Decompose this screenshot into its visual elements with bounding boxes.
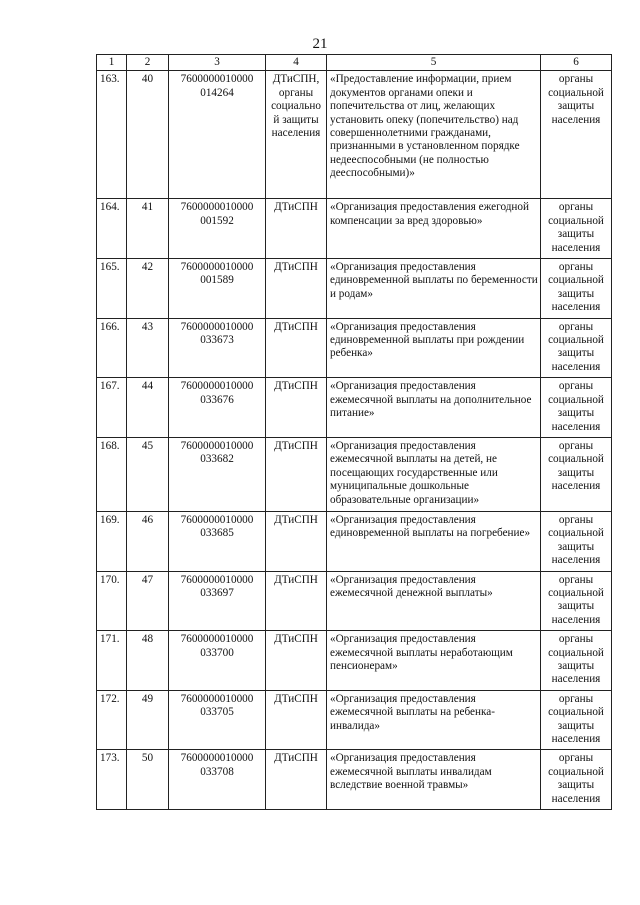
sub-number: 49 <box>127 690 169 750</box>
service-code-line: 033697 <box>200 586 234 599</box>
sub-number: 48 <box>127 631 169 691</box>
table-row <box>97 571 612 631</box>
column-header: 3 <box>169 55 266 71</box>
service-code-line: 7600000010000 <box>180 692 254 705</box>
service-code-line: 014264 <box>200 86 234 99</box>
service-code <box>169 318 266 378</box>
row-number: 167. <box>97 378 127 438</box>
responsible-body: органы социальной защиты населения <box>541 631 612 691</box>
department: ДТиСПН <box>266 690 327 750</box>
sub-number: 45 <box>127 437 169 511</box>
responsible-body: органы социальной защиты населения <box>541 378 612 438</box>
column-header: 4 <box>266 55 327 71</box>
sub-number: 50 <box>127 750 169 810</box>
service-code-line: 7600000010000 <box>180 633 254 646</box>
table-row <box>97 318 612 378</box>
responsible-body: органы социальной защиты населения <box>541 259 612 319</box>
service-name: «Организация предоставления ежемесячной выплаты на детей, не посещающих государственные или муниципальные дошкольные образовательные организации» <box>327 437 541 511</box>
service-code-line: 7600000010000 <box>180 73 254 86</box>
service-code-line: 033708 <box>200 765 234 778</box>
service-name: «Организация предоставления ежегодной компенсации за вред здоровью» <box>327 199 541 259</box>
service-code-line: 001592 <box>200 214 234 227</box>
page-number: 21 <box>312 36 328 52</box>
service-code-line: 7600000010000 <box>180 573 254 586</box>
department: ДТиСПН <box>266 318 327 378</box>
sub-number: 41 <box>127 199 169 259</box>
service-name: «Организация предоставления ежемесячной выплаты на дополнительное питание» <box>327 378 541 438</box>
sub-number: 46 <box>127 511 169 571</box>
table-row <box>97 690 612 750</box>
service-name: «Организация предоставления единовременной выплаты по беременности и родам» <box>327 259 541 319</box>
row-number: 165. <box>97 259 127 319</box>
service-code-line: 033676 <box>200 393 234 406</box>
service-name: «Организация предоставления единовременной выплаты на погребение» <box>327 511 541 571</box>
responsible-body: органы социальной защиты населения <box>541 690 612 750</box>
service-code-line: 7600000010000 <box>180 439 254 452</box>
service-name: «Предоставление информации, прием документов органами опеки и попечительства от лиц, желающих установить опеку (попечительство) над совершеннолетними гражданами, признанными в установленном порядке недееспособными (не полностью дееспособными)» <box>327 71 541 199</box>
table-row <box>97 750 612 810</box>
department: ДТиСПН, органы социально й защиты населения <box>266 71 327 199</box>
service-code <box>169 437 266 511</box>
column-header: 1 <box>97 55 127 71</box>
service-name: «Организация предоставления ежемесячной денежной выплаты» <box>327 571 541 631</box>
table-row <box>97 199 612 259</box>
service-code <box>169 511 266 571</box>
service-code-line: 033685 <box>200 527 234 540</box>
responsible-body: органы социальной защиты населения <box>541 199 612 259</box>
responsible-body: органы социальной защиты населения <box>541 571 612 631</box>
department: ДТиСПН <box>266 199 327 259</box>
service-code-line: 7600000010000 <box>180 513 254 526</box>
responsible-body: органы социальной защиты населения <box>541 318 612 378</box>
department: ДТиСПН <box>266 437 327 511</box>
table-row <box>97 437 612 511</box>
department: ДТиСПН <box>266 511 327 571</box>
sub-number: 47 <box>127 571 169 631</box>
responsible-body: органы социальной защиты населения <box>541 511 612 571</box>
department: ДТиСПН <box>266 571 327 631</box>
header-row <box>97 55 612 71</box>
sub-number: 40 <box>127 71 169 199</box>
service-code <box>169 199 266 259</box>
row-number: 170. <box>97 571 127 631</box>
services-table <box>96 54 612 810</box>
service-code <box>169 690 266 750</box>
responsible-body: органы социальной защиты населения <box>541 750 612 810</box>
row-number: 164. <box>97 199 127 259</box>
column-header: 2 <box>127 55 169 71</box>
table-row <box>97 71 612 199</box>
table-row <box>97 511 612 571</box>
row-number: 169. <box>97 511 127 571</box>
department: ДТиСПН <box>266 259 327 319</box>
responsible-body: органы социальной защиты населения <box>541 437 612 511</box>
service-code-line: 001589 <box>200 274 234 287</box>
department: ДТиСПН <box>266 378 327 438</box>
department: ДТиСПН <box>266 750 327 810</box>
department: ДТиСПН <box>266 631 327 691</box>
row-number: 173. <box>97 750 127 810</box>
service-code-line: 033705 <box>200 706 234 719</box>
service-code-line: 033682 <box>200 453 234 466</box>
sub-number: 43 <box>127 318 169 378</box>
row-number: 171. <box>97 631 127 691</box>
responsible-body: органы социальной защиты населения <box>541 71 612 199</box>
service-name: «Организация предоставления ежемесячной выплаты инвалидам вследствие военной травмы» <box>327 750 541 810</box>
row-number: 168. <box>97 437 127 511</box>
column-header: 6 <box>541 55 612 71</box>
service-name: «Организация предоставления ежемесячной выплаты неработающим пенсионерам» <box>327 631 541 691</box>
service-code <box>169 378 266 438</box>
service-code <box>169 631 266 691</box>
service-code-line: 7600000010000 <box>180 201 254 214</box>
row-number: 166. <box>97 318 127 378</box>
table-row <box>97 378 612 438</box>
service-code-line: 033700 <box>200 646 234 659</box>
service-code <box>169 571 266 631</box>
service-code-line: 033673 <box>200 334 234 347</box>
row-number: 172. <box>97 690 127 750</box>
service-code <box>169 71 266 199</box>
service-code-line: 7600000010000 <box>180 752 254 765</box>
service-name: «Организация предоставления ежемесячной выплаты на ребенка-инвалида» <box>327 690 541 750</box>
row-number: 163. <box>97 71 127 199</box>
service-code-line: 7600000010000 <box>180 261 254 274</box>
service-code-line: 7600000010000 <box>180 380 254 393</box>
sub-number: 44 <box>127 378 169 438</box>
table-row <box>97 631 612 691</box>
service-code-line: 7600000010000 <box>180 320 254 333</box>
service-code <box>169 750 266 810</box>
service-code <box>169 259 266 319</box>
service-name: «Организация предоставления единовременной выплаты при рождении ребенка» <box>327 318 541 378</box>
table-row <box>97 259 612 319</box>
column-header: 5 <box>327 55 541 71</box>
sub-number: 42 <box>127 259 169 319</box>
